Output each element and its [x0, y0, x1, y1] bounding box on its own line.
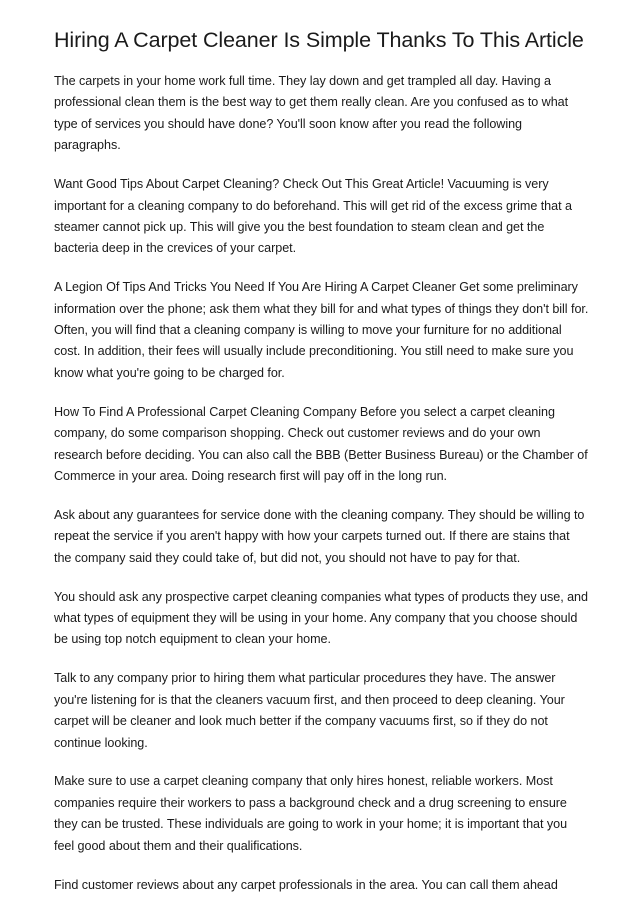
paragraph-phone-info: A Legion Of Tips And Tricks You Need If You Are Hiring A Carpet Cleaner Get some preliminary information over the phone; ask them what they bill for and what types of things they don't bill for. Often, you will find that a cleaning company is willing to move your furniture for no additional cost. In addition, their fees will usually include preconditioning. You still need to make sure you know what you're going to be charged for. — [54, 280, 589, 380]
document-page — [54, 25, 590, 914]
paragraph-guarantees: Ask about any guarantees for service done with the cleaning company. They should be willing to repeat the service if you aren't happy with how your carpets turned out. If there are stains that the company said they could take of, but did not, you should not have to pay for that. — [54, 507, 585, 565]
paragraph-reliable-workers: Make sure to use a carpet cleaning company that only hires honest, reliable workers. Most companies require their workers to pass a background check and a drug screening to ensure they can be trusted. These individuals are going to work in your home; it is important that you feel good about them and their qualifications. — [54, 774, 568, 853]
paragraph-intro: The carpets in your home work full time. They lay down and get trampled all day. Having a professional clean them is the best way to get them really clean. Are you confused as to what type of services you should have done? You'll soon know after you read the following paragraphs. — [54, 74, 569, 153]
paragraph-comparison-shopping: How To Find A Professional Carpet Cleaning Company Before you select a carpet cleaning company, do some comparison shopping. Check out customer reviews and do your own research before deciding. You can also call the BBB (Better Business Bureau) or the Chamber of Commerce in your area. Doing research first will pay off in the long run. — [54, 404, 588, 483]
paragraph-procedures: Talk to any company prior to hiring them what particular procedures they have. The answer you're listening for is that the cleaners vacuum first, and then proceed to deep cleaning. Your carpet will be cleaner and look much better if the company vacuums first, so if they do not continue looking. — [54, 671, 565, 750]
paragraph-customer-reviews: Find customer reviews about any carpet professionals in the area. You can call them ahead — [54, 877, 558, 892]
paragraph-vacuuming: Want Good Tips About Carpet Cleaning? Check Out This Great Article! Vacuuming is very important for a cleaning company to do beforehand. This will get rid of the excess grime that a steamer cannot pick up. This will give you the best foundation to steam clean and get the bacteria deep in the crevices of your carpet. — [54, 177, 572, 256]
page-title: Hiring A Carpet Cleaner Is Simple Thanks To This Article — [54, 28, 584, 52]
paragraph-products-equipment: You should ask any prospective carpet cleaning companies what types of products they use, and what types of equipment they will be using in your home. Any company that you choose should be using top notch equipment to clean your home. — [54, 589, 588, 647]
